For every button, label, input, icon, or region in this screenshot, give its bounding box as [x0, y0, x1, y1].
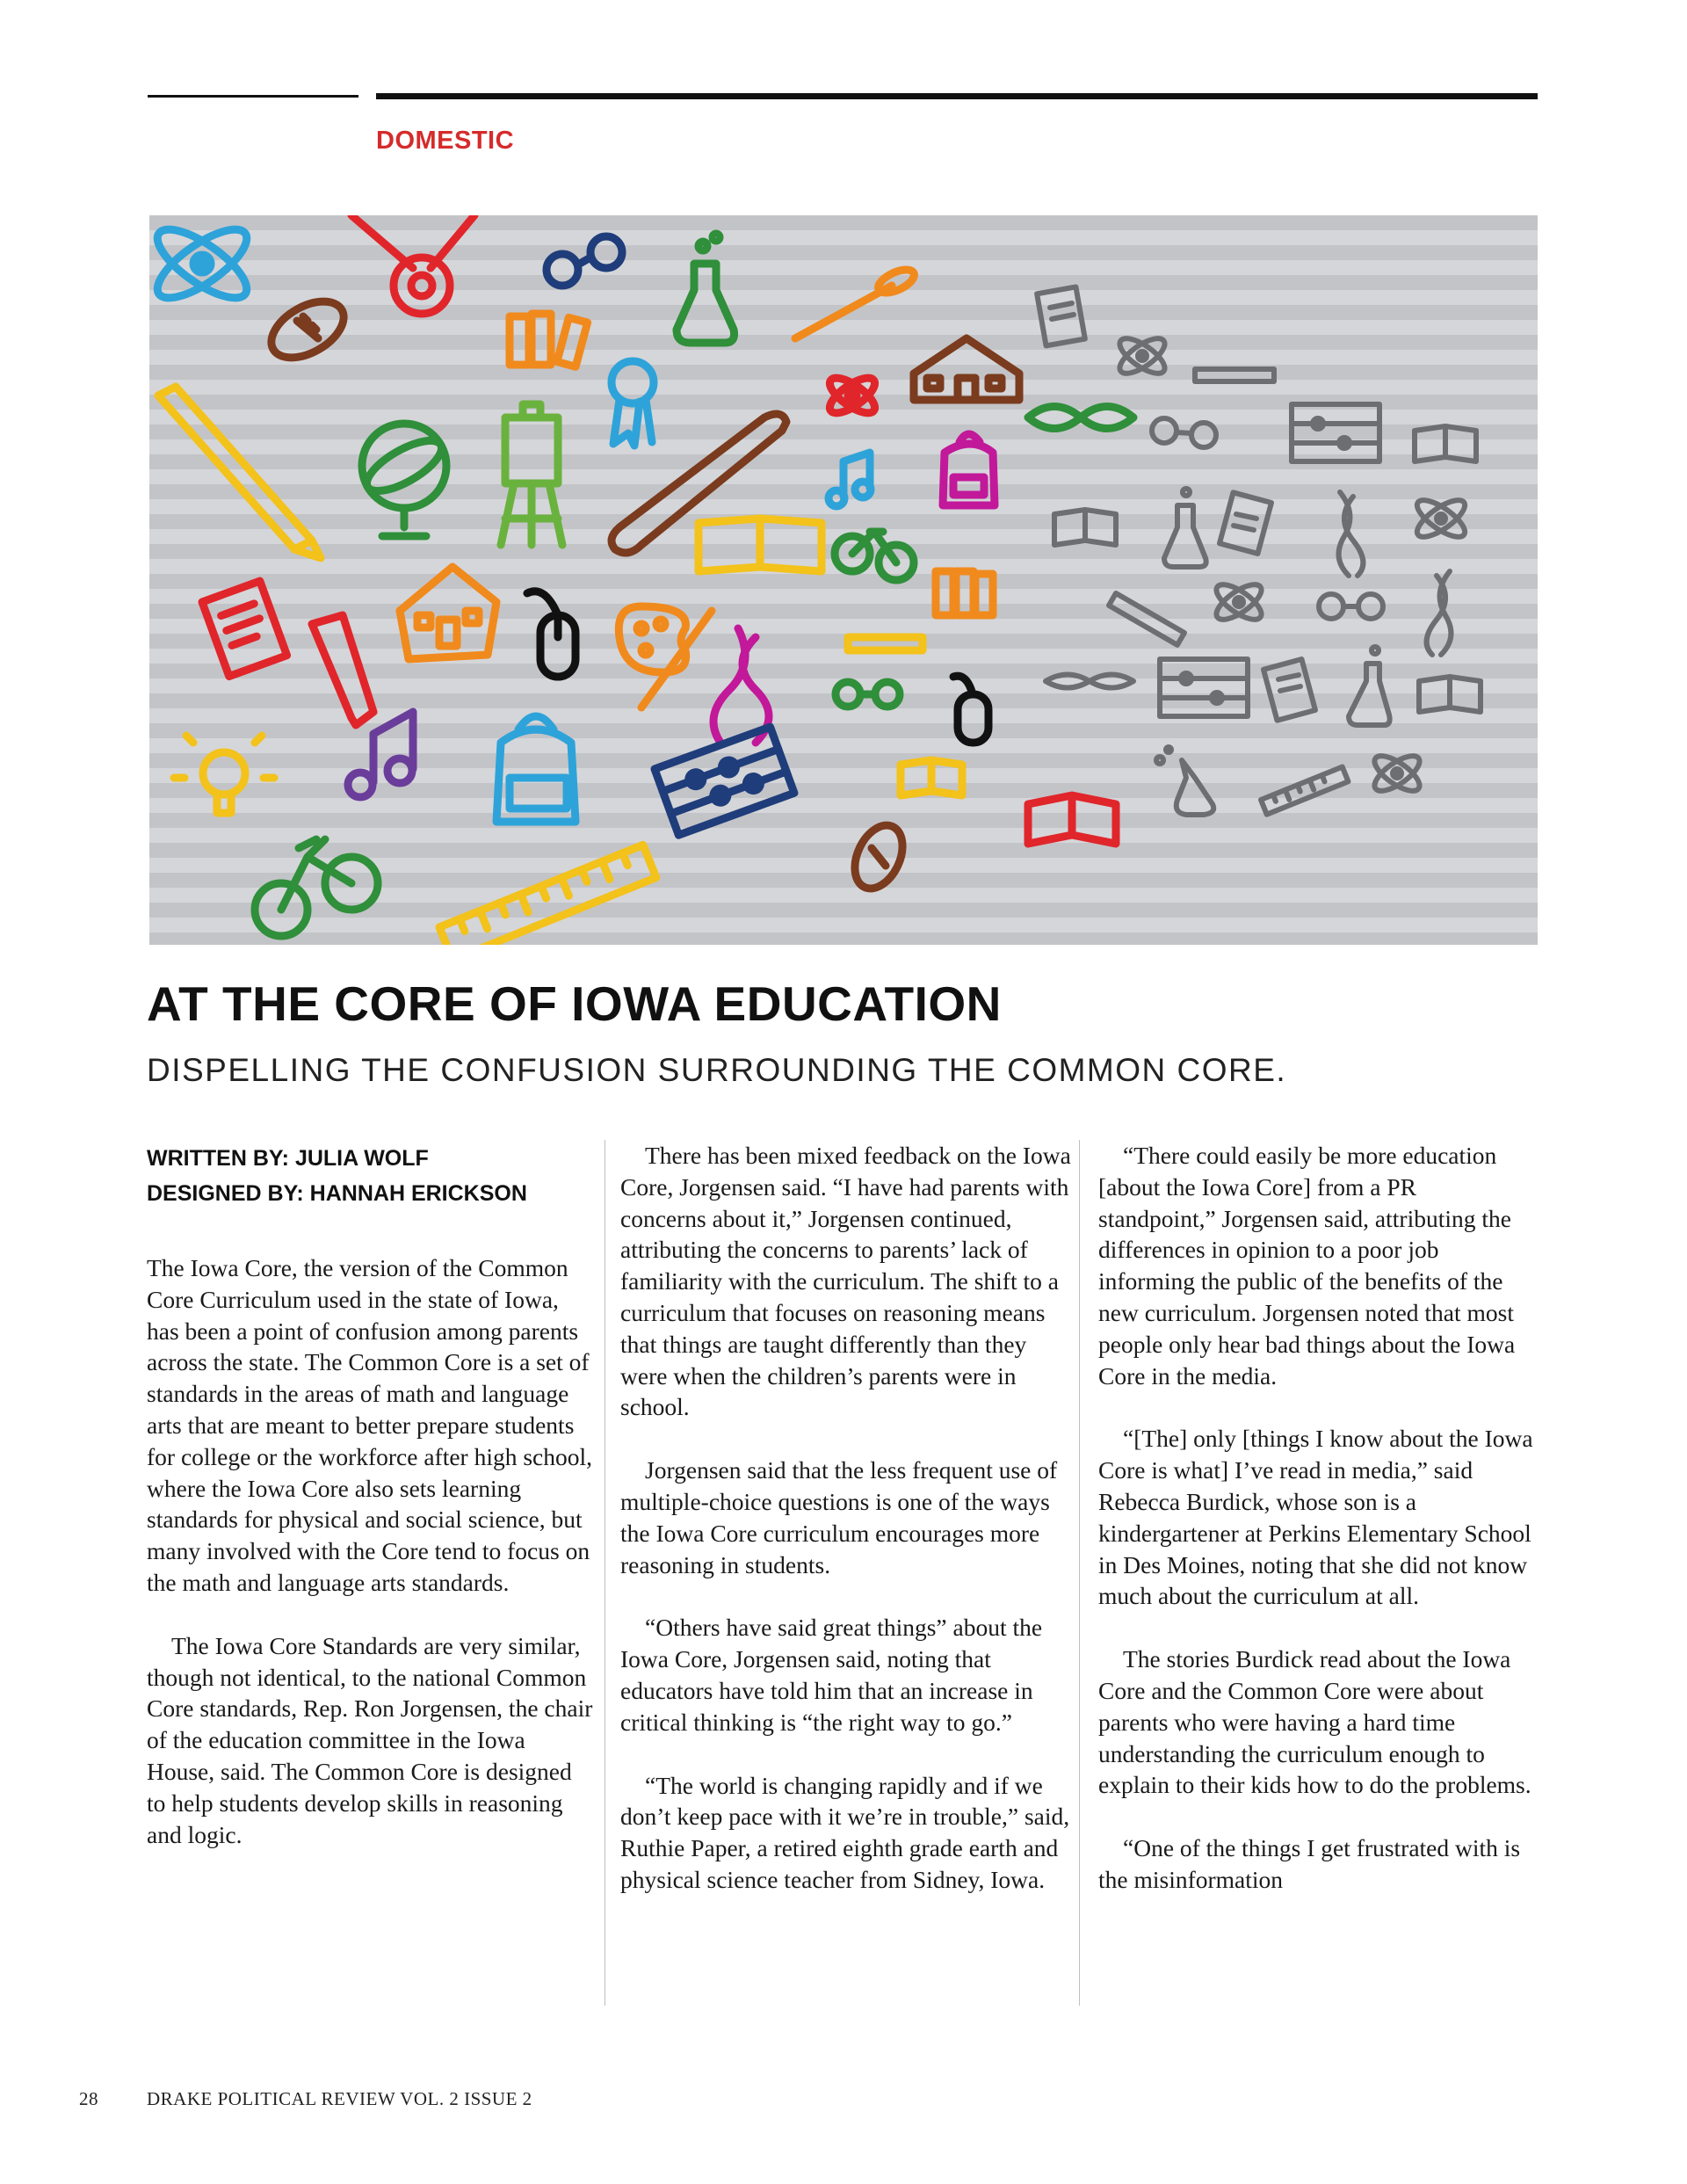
paragraph: “One of the things I get frustrated with is the misinformation: [1098, 1834, 1521, 1893]
article-column-2: [620, 1140, 1074, 1927]
bicycle-icon: [255, 839, 378, 936]
document-icon: [1263, 659, 1315, 721]
header-rule-short: [148, 95, 358, 98]
ruler-icon: [1109, 593, 1184, 645]
mouse-icon: [527, 591, 576, 677]
ruler-icon: [1261, 767, 1348, 815]
article-column-3: [1098, 1140, 1538, 1927]
paragraph: Jorgensen said that the less frequent use of multiple-choice questions is one of the ways the Iowa Core curriculum encourages more reasoning in students.: [620, 1456, 1058, 1578]
designed-by: DESIGNED BY: HANNAH ERICKSON: [147, 1181, 527, 1206]
dna-icon: [1339, 492, 1364, 576]
book-icon: [1419, 677, 1481, 712]
dna-icon: [1046, 675, 1133, 688]
music-note-icon: [829, 453, 871, 506]
paragraph: “Others have said great things” about the Iowa Core, Jorgensen said, noting that educators have told him that an increase in critical thinking is “the right way to go.”: [620, 1614, 1043, 1736]
abacus-icon: [1292, 404, 1379, 461]
ribbon-icon: [612, 361, 654, 446]
backpack-icon: [943, 434, 995, 505]
paragraph: The Iowa Core, the version of the Common Core Curriculum used in the state of Iowa, has been a point of confusion among parents across the state. The Common Core is a set of standards in the areas of math and language arts that are meant to better prepare students for college or the workforce after high school, where the Iowa Core also sets learning standards for physical and social science, but many involved with the Core tend to focus on the math and language arts standards.: [147, 1254, 593, 1596]
schoolhouse-icon: [914, 338, 1019, 400]
atom-icon: [1115, 332, 1170, 380]
written-by: WRITTEN BY: JULIA WOLF: [147, 1146, 429, 1171]
atom-icon: [1212, 578, 1267, 626]
book-icon: [1028, 795, 1116, 844]
article-title: AT THE CORE OF IOWA EDUCATION: [147, 976, 1002, 1031]
paragraph: The Iowa Core Standards are very similar, though not identical, to the national Common Core standards, Rep. Ron Jorgensen, the chair of the education committee in the Iowa House, said. The Common Core is designed to help students develop skills in reasoning and logic.: [147, 1631, 593, 1848]
byline: [147, 1141, 604, 1211]
mouse-icon: [953, 676, 988, 743]
dna-icon: [1427, 571, 1452, 655]
paragraph: “There could easily be more education [about the Iowa Core] from a PR standpoint,” Jorgensen said, attributing the differences in opinion to a poor job informing the public of the benefits of the new curriculum. Jorgensen noted that most people only hear bad things about the Iowa Core in the media.: [1098, 1142, 1516, 1389]
ruler-icon: [439, 845, 656, 945]
dna-icon: [1028, 407, 1133, 429]
flask-icon: [1349, 647, 1390, 725]
dna-icon: [713, 628, 769, 743]
document-icon: [1037, 287, 1085, 345]
book-icon: [1415, 426, 1476, 461]
paragraph: “[The] only [things I know about the Iowa Core is what] I’ve read in media,” said Rebecca Burdick, whose son is a kindergartener at Perkins Elementary School in Des Moines, noting that she did not know much about the curriculum at all.: [1098, 1425, 1533, 1610]
book-icon: [699, 519, 822, 571]
atom-icon: [1412, 494, 1470, 543]
paragraph: There has been mixed feedback on the Iowa Core, Jorgensen said. “I have had parents with concerns about it,” Jorgensen continued, attributing the concerns to parents’ lack of familiarity with the curriculum. The shift to a curriculum that focuses on reasoning means that things are taught differently than they were when the children’s parents were in school.: [620, 1142, 1071, 1421]
document-icon: [202, 581, 287, 677]
bicycle-icon: [835, 532, 914, 580]
flask-icon: [677, 234, 735, 343]
flask-icon: [1164, 489, 1206, 567]
atom-icon: [825, 372, 880, 419]
section-label: DOMESTIC: [376, 127, 515, 155]
ruler-icon: [848, 637, 923, 650]
document-icon: [1220, 492, 1271, 554]
lightbulb-icon: [174, 736, 274, 813]
ruler-icon: [1195, 369, 1274, 381]
schoolhouse-icon: [400, 567, 496, 659]
pencil-icon: [158, 387, 321, 558]
book-icon: [1054, 510, 1116, 545]
article-subtitle: DISPELLING THE CONFUSION SURROUNDING THE COMMON CORE.: [147, 1052, 1287, 1088]
glasses-icon: [1319, 594, 1383, 619]
glasses-icon: [1152, 418, 1216, 447]
paragraph: The stories Burdick read about the Iowa Core and the Common Core were about parents who were having a hard time understanding the curriculum enough to explain to their kids how to do the problems.: [1098, 1645, 1531, 1799]
backpack-icon: [496, 716, 576, 822]
football-icon: [845, 817, 912, 896]
palette-icon: [619, 606, 712, 707]
atom-icon: [149, 218, 257, 310]
crayon-icon: [312, 615, 373, 725]
education-doodle-illustration: [149, 215, 1538, 945]
page-number: 28: [79, 2088, 98, 2109]
book-icon: [901, 760, 962, 795]
paragraph: “The world is changing rapidly and if we don’t keep pace with it we’re in trouble,” said, Ruthie Paper, a retired eighth grade earth and physical science teacher from Sidney, Iowa.: [620, 1771, 1070, 1893]
publication-name: DRAKE POLITICAL REVIEW VOL. 2 ISSUE 2: [147, 2088, 532, 2109]
abacus-icon: [1160, 659, 1248, 716]
column-divider: [1079, 1140, 1080, 2006]
article-column-1: [147, 1252, 595, 1882]
football-icon: [262, 290, 353, 369]
books-icon: [936, 571, 993, 615]
medal-icon: [351, 215, 474, 314]
flask-icon: [1156, 747, 1213, 815]
atom-icon: [1370, 750, 1425, 797]
glasses-icon: [836, 682, 900, 707]
bat-icon: [795, 265, 917, 338]
header-rule-long: [376, 93, 1538, 99]
globe-icon: [359, 424, 448, 536]
books-icon: [510, 314, 588, 366]
glasses-icon: [547, 236, 622, 286]
easel-icon: [501, 404, 562, 545]
abacus-icon: [655, 727, 794, 835]
